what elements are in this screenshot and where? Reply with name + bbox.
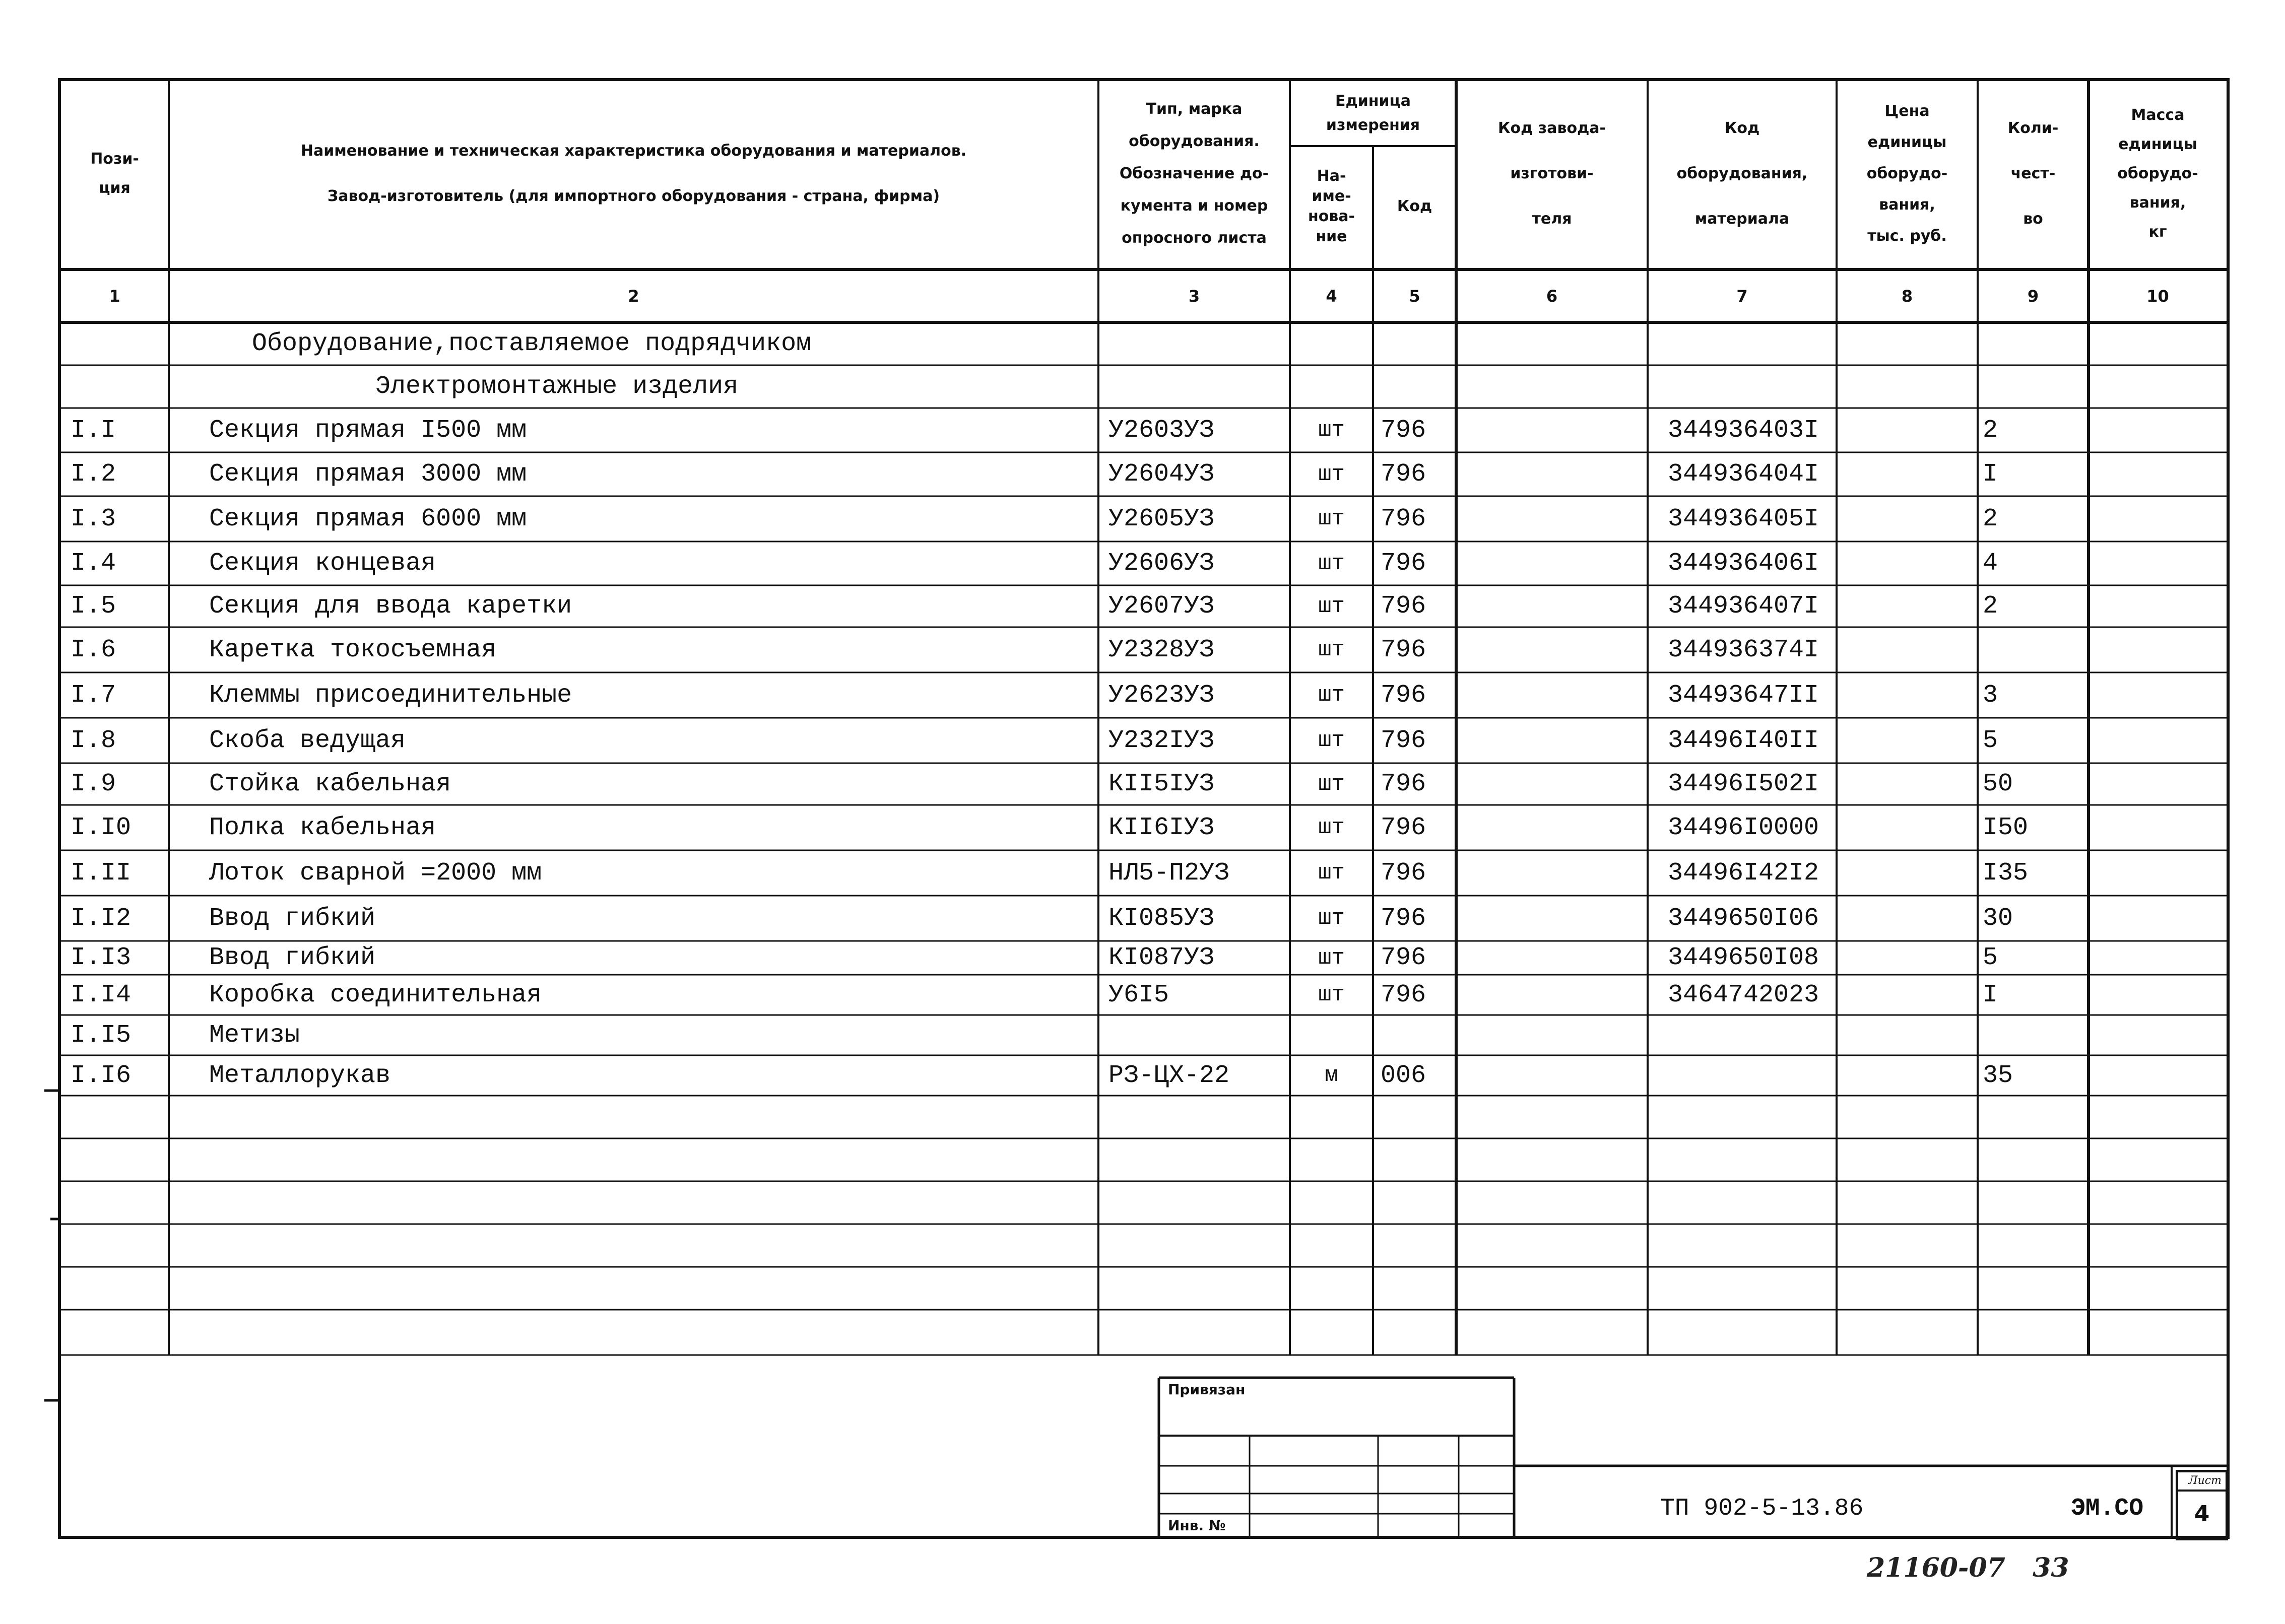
row-material-code: 3449650I08 xyxy=(1668,943,1819,972)
column-number: 1 xyxy=(109,286,120,306)
row-unit-code: 796 xyxy=(1381,943,1426,972)
column-number: 4 xyxy=(1326,286,1337,306)
row-position: I.9 xyxy=(71,770,116,798)
section-subheading: Электромонтажные изделия xyxy=(375,372,739,401)
row-name: Секция прямая 3000 мм xyxy=(209,460,527,489)
row-type: КII6IУЗ xyxy=(1108,813,1215,842)
header-unit-name: На- име- нова- ние xyxy=(1308,167,1355,245)
column-number: 7 xyxy=(1736,286,1748,306)
row-unit-code: 796 xyxy=(1381,592,1426,621)
sheet-number: 4 xyxy=(2194,1501,2210,1527)
header-name-line2: Завод-изготовитель (для импортного оборудования - страна, фирма) xyxy=(327,187,940,205)
row-name: Скоба ведущая xyxy=(209,726,406,755)
row-unit: шт xyxy=(1318,593,1345,619)
row-name: Секция прямая I500 мм xyxy=(209,416,527,445)
row-quantity: 5 xyxy=(1983,726,1998,755)
sheet-number-box xyxy=(2176,1470,2228,1540)
stamp-linked-label: Привязан xyxy=(1168,1381,1246,1398)
archive-number: 21160-07 33 xyxy=(1867,1552,2069,1583)
row-material-code: 34493647II xyxy=(1668,681,1819,710)
row-material-code: 34496I0000 xyxy=(1668,813,1819,842)
row-unit-code: 796 xyxy=(1381,416,1426,445)
row-quantity: 4 xyxy=(1983,549,1998,578)
row-type: РЗ-ЦХ-22 xyxy=(1108,1061,1230,1090)
column-number: 3 xyxy=(1188,286,1200,306)
row-unit-code: 796 xyxy=(1381,904,1426,933)
row-quantity: 2 xyxy=(1983,416,1998,445)
row-name: Ввод гибкий xyxy=(209,904,376,933)
row-type: У2328УЗ xyxy=(1108,635,1215,664)
row-type: НЛ5-П2УЗ xyxy=(1108,858,1230,888)
row-quantity: 30 xyxy=(1983,904,2013,933)
row-name: Клеммы присоединительные xyxy=(209,681,572,710)
row-position: I.3 xyxy=(71,504,116,533)
row-unit: шт xyxy=(1318,461,1345,487)
row-name: Коробка соединительная xyxy=(209,980,542,1009)
sheet-label: Лист xyxy=(2178,1472,2226,1492)
row-quantity: 35 xyxy=(1983,1061,2013,1090)
column-number: 10 xyxy=(2146,286,2169,306)
header-material-code: Код оборудования, материала xyxy=(1676,119,1808,228)
row-unit-code: 796 xyxy=(1381,813,1426,842)
row-material-code: 344936406I xyxy=(1668,549,1819,578)
row-position: I.I6 xyxy=(71,1061,132,1090)
header-quantity: Коли- чест- во xyxy=(2007,119,2059,228)
row-unit-code: 796 xyxy=(1381,635,1426,664)
row-unit-code: 796 xyxy=(1381,681,1426,710)
header-position: Пози- ция xyxy=(90,150,139,197)
row-type: У6I5 xyxy=(1108,980,1169,1009)
header-mass: Масса единицы оборудо- вания, кг xyxy=(2117,106,2198,241)
row-material-code: 34496I502I xyxy=(1668,770,1819,798)
row-type: КII5IУЗ xyxy=(1108,770,1215,798)
row-position: I.I3 xyxy=(71,943,132,972)
row-unit: шт xyxy=(1318,506,1345,531)
row-unit: шт xyxy=(1318,906,1345,931)
row-unit: шт xyxy=(1318,551,1345,576)
row-material-code: 344936403I xyxy=(1668,416,1819,445)
row-unit-code: 796 xyxy=(1381,504,1426,533)
row-unit-code: 796 xyxy=(1381,770,1426,798)
row-type: У2606УЗ xyxy=(1108,549,1215,578)
row-unit: шт xyxy=(1318,771,1345,797)
row-position: I.5 xyxy=(71,592,116,621)
header-name xyxy=(169,81,1098,267)
row-unit xyxy=(1290,1015,1373,1055)
row-quantity: I xyxy=(1983,460,1998,489)
row-material-code: 344936374I xyxy=(1668,635,1819,664)
row-unit: шт xyxy=(1318,418,1345,443)
row-type: У2605УЗ xyxy=(1108,504,1215,533)
row-quantity: 2 xyxy=(1983,592,1998,621)
row-unit: шт xyxy=(1318,815,1345,840)
row-material-code: 3449650I06 xyxy=(1668,904,1819,933)
doc-code: ТП 902-5-13.86 xyxy=(1660,1495,1864,1522)
row-name: Стойка кабельная xyxy=(209,770,451,798)
row-type: У2604УЗ xyxy=(1108,460,1215,489)
row-unit: шт xyxy=(1318,728,1345,753)
row-quantity: 50 xyxy=(1983,770,2013,798)
row-type: КI085УЗ xyxy=(1108,904,1215,933)
row-unit: шт xyxy=(1318,860,1345,886)
row-name: Ввод гибкий xyxy=(209,943,376,972)
row-material-code: 344936407I xyxy=(1668,592,1819,621)
header-price: Цена единицы оборудо- вания, тыс. руб. xyxy=(1866,102,1948,245)
row-material-code: 344936405I xyxy=(1668,504,1819,533)
row-unit-code: 796 xyxy=(1381,726,1426,755)
row-unit-code: 006 xyxy=(1381,1061,1426,1090)
row-quantity: I xyxy=(1983,980,1998,1009)
row-unit-code: 796 xyxy=(1381,460,1426,489)
stamp-inv-label: Инв. № xyxy=(1168,1517,1226,1534)
sheet-code: ЭМ.СО xyxy=(2071,1495,2144,1522)
row-name: Лоток сварной =2000 мм xyxy=(209,858,542,888)
row-unit: шт xyxy=(1318,683,1345,708)
row-quantity: 5 xyxy=(1983,943,1998,972)
header-name-line1: Наименование и техническая характеристика оборудования и материалов. xyxy=(300,142,967,160)
row-unit: шт xyxy=(1318,637,1345,662)
row-unit: шт xyxy=(1318,945,1345,971)
row-position: I.I2 xyxy=(71,904,132,933)
section-heading: Оборудование,поставляемое подрядчиком xyxy=(252,329,812,358)
row-position: I.II xyxy=(71,858,132,888)
row-unit: шт xyxy=(1318,982,1345,1007)
row-material-code: 344936404I xyxy=(1668,460,1819,489)
column-number: 6 xyxy=(1546,286,1558,306)
row-quantity: I50 xyxy=(1983,813,2029,842)
row-name: Метизы xyxy=(209,1021,300,1050)
row-position: I.I0 xyxy=(71,813,132,842)
header-unit: Единица измерения xyxy=(1326,92,1420,134)
row-quantity: 3 xyxy=(1983,681,1998,710)
row-type: У2603УЗ xyxy=(1108,416,1215,445)
row-unit-code: 796 xyxy=(1381,858,1426,888)
row-name: Металлорукав xyxy=(209,1061,391,1090)
row-name: Секция концевая xyxy=(209,549,436,578)
row-material-code: 34496I40II xyxy=(1668,726,1819,755)
header-manufacturer-code: Код завода- изготови- теля xyxy=(1498,119,1606,228)
row-position: I.6 xyxy=(71,635,116,664)
row-name: Полка кабельная xyxy=(209,813,436,842)
row-material-code: 34496I42I2 xyxy=(1668,858,1819,888)
row-unit: м xyxy=(1325,1063,1338,1088)
row-position: I.I5 xyxy=(71,1021,132,1050)
row-position: I.I xyxy=(71,416,116,445)
row-type: КI087УЗ xyxy=(1108,943,1215,972)
row-name: Каретка токосъемная xyxy=(209,635,497,664)
column-number: 9 xyxy=(2027,286,2039,306)
row-quantity: I35 xyxy=(1983,858,2029,888)
row-unit-code: 796 xyxy=(1381,549,1426,578)
row-type: У232IУЗ xyxy=(1108,726,1215,755)
row-type: У2623УЗ xyxy=(1108,681,1215,710)
row-position: I.2 xyxy=(71,460,116,489)
header-unit-code: Код xyxy=(1397,197,1432,215)
row-position: I.8 xyxy=(71,726,116,755)
row-unit-code: 796 xyxy=(1381,980,1426,1009)
row-type: У2607УЗ xyxy=(1108,592,1215,621)
column-number: 2 xyxy=(628,286,639,306)
row-material-code: 3464742023 xyxy=(1668,980,1819,1009)
column-number: 5 xyxy=(1409,286,1420,306)
row-quantity: 2 xyxy=(1983,504,1998,533)
row-position: I.4 xyxy=(71,549,116,578)
column-number: 8 xyxy=(1901,286,1913,306)
header-type: Тип, марка оборудования. Обозначение до- кумента и номер опросного листа xyxy=(1119,100,1269,247)
row-name: Секция для ввода каретки xyxy=(209,592,572,621)
row-position: I.I4 xyxy=(71,980,132,1009)
row-name: Секция прямая 6000 мм xyxy=(209,504,527,533)
row-position: I.7 xyxy=(71,681,116,710)
